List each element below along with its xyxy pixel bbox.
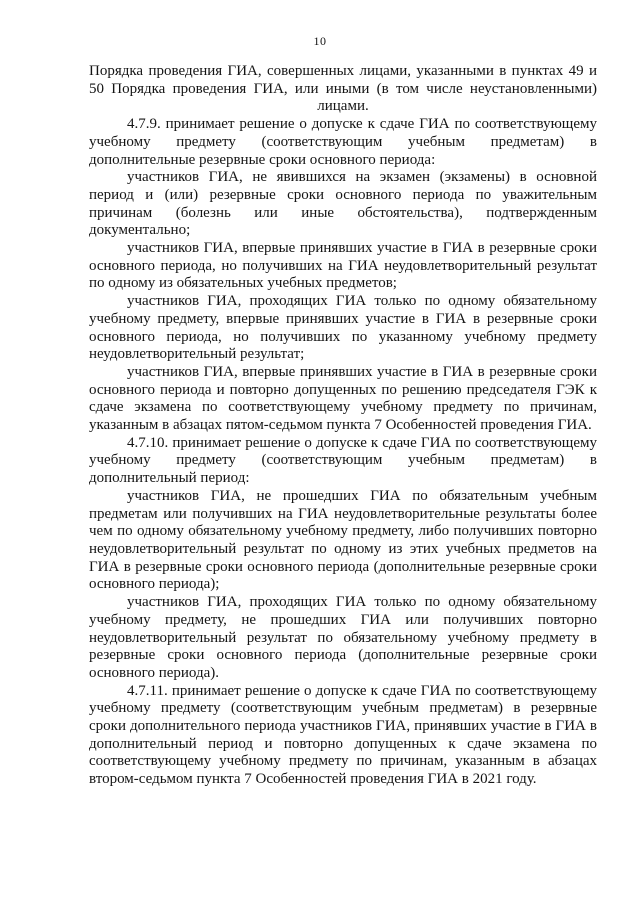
paragraph-4-7-11: 4.7.11. принимает решение о допуске к сдаче ГИА по соответствующему учебному предмету (соответствующим учебным предметам) в резервные сроки дополнительного периода участников ГИА, принявших участие в ГИА в дополнительный период и повторно допущенных к сдаче экзамена по соответствующему учебному предмету по причинам, указанным в абзацах втором-седьмом пункта 7 Особенностей проведения ГИА в 2021 году. <box>89 682 597 788</box>
paragraph-continuation: Порядка проведения ГИА, совершенных лицами, указанными в пунктах 49 и 50 Порядка проведения ГИА, или иными (в том числе неустановленными) лицами. <box>89 63 597 115</box>
list-item-reserve-unsatisfactory: участников ГИА, впервые принявших участие в ГИА в резервные сроки основного периода, но получивших на ГИА неудовлетворительный результат по одному из обязательных учебных предметов; <box>89 240 597 292</box>
paragraph-4-7-9: 4.7.9. принимает решение о допуске к сдаче ГИА по соответствующему учебному предмету (соответствующим учебным предметам) в дополнительные резервные сроки основного периода: <box>89 116 597 168</box>
list-item-failed-mandatory: участников ГИА, не прошедших ГИА по обязательным учебным предметам или получивших на ГИА неудовлетворительные результаты более чем по одному обязательному учебному предмету, либо получивших повторно неудовлетворительный результат по одному из этих учебных предметов на ГИА в резервные сроки основного периода (дополнительные резервные сроки основного периода); <box>89 487 597 593</box>
list-item-readmitted-participants: участников ГИА, впервые принявших участие в ГИА в резервные сроки основного периода и повторно допущенных по решению председателя ГЭК к сдаче экзамена по соответствующему учебному предмету по причинам, указанным в абзацах пятом-седьмом пункта 7 Особенностей проведения ГИА. <box>89 363 597 434</box>
document-body <box>89 63 597 789</box>
paragraph-4-7-10: 4.7.10. принимает решение о допуске к сдаче ГИА по соответствующему учебному предмету (соответствующим учебным предметам) в дополнительный период: <box>89 434 597 487</box>
list-item-absent-participants: участников ГИА, не явившихся на экзамен (экзамены) в основной период и (или) резервные сроки основного периода по уважительным причинам (болезнь или иные обстоятельства), подтвержденным документально; <box>89 169 597 239</box>
list-item-single-subject-failed: участников ГИА, проходящих ГИА только по одному обязательному учебному предмету, не прошедших ГИА или получивших повторно неудовлетворительный результат по обязательному учебному предмету в резервные сроки основного периода (дополнительные резервные сроки основного периода). <box>89 594 597 681</box>
page-number: 10 <box>313 34 327 48</box>
list-item-single-subject-reserve: участников ГИА, проходящих ГИА только по одному обязательному учебному предмету, впервые принявших участие в ГИА в резервные сроки основного периода, но получивших по указанному учебному предмету неудовлетворительный результат; <box>89 293 597 363</box>
